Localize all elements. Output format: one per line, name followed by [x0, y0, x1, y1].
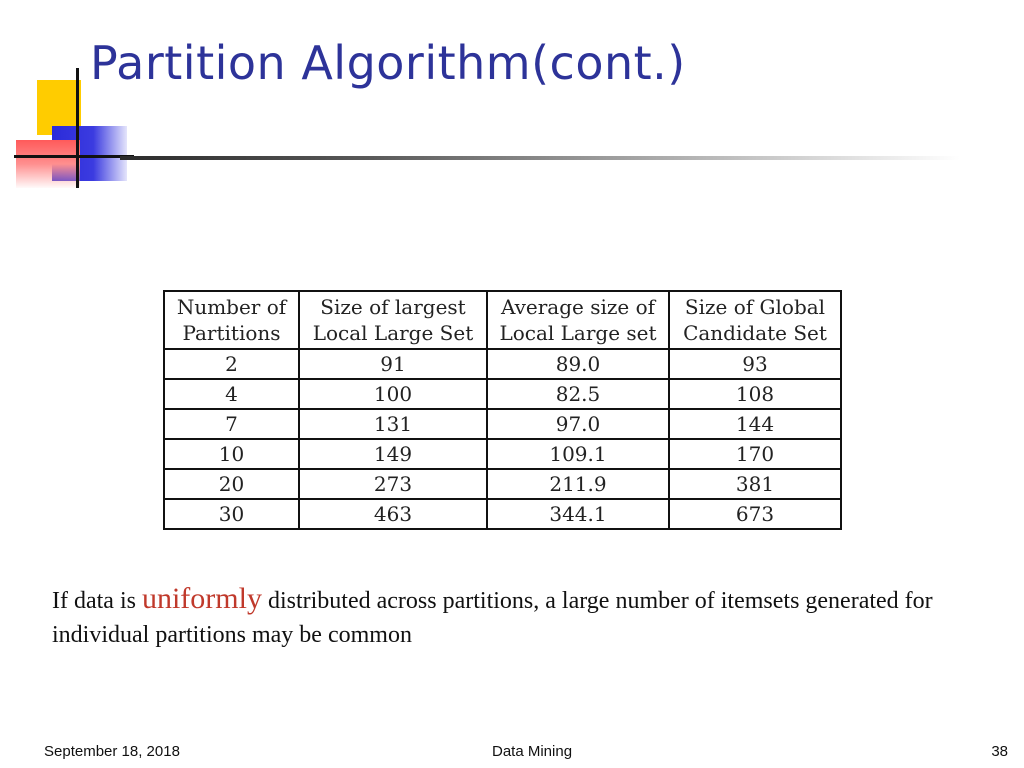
table-cell: 93 — [669, 349, 841, 379]
table-cell: 20 — [164, 469, 299, 499]
footer-title: Data Mining — [492, 743, 573, 760]
table-cell: 273 — [299, 469, 487, 499]
table-cell: 463 — [299, 499, 487, 529]
table-header-row — [164, 291, 841, 349]
table-cell: 89.0 — [487, 349, 669, 379]
table-cell: 10 — [164, 439, 299, 469]
logo-horizontal-line — [14, 155, 134, 158]
body-text-before: If data is — [52, 588, 142, 614]
body-paragraph — [52, 582, 972, 652]
logo-vertical-line — [76, 68, 79, 188]
table-cell: 144 — [669, 409, 841, 439]
table-cell: 30 — [164, 499, 299, 529]
table-cell: 7 — [164, 409, 299, 439]
slide-title: Partition Algorithm(cont.) — [90, 36, 686, 90]
header-line: Local Large Set — [312, 321, 474, 345]
header-size-global-candidate-set — [669, 291, 841, 349]
header-size-largest-local-large-set — [299, 291, 487, 349]
header-line: Number of — [176, 295, 287, 319]
header-number-of-partitions — [164, 291, 299, 349]
table-cell: 4 — [164, 379, 299, 409]
body-text-after: distributed across partitions, a large number of itemsets generated for individual partitions may be common — [52, 588, 933, 648]
table-cell: 211.9 — [487, 469, 669, 499]
body-highlight-word: uniformly — [141, 582, 262, 615]
header-line: Size of Global — [684, 295, 826, 319]
partition-results-table — [163, 290, 842, 530]
header-line: Size of largest — [320, 295, 466, 319]
footer-date: September 18, 2018 — [44, 743, 180, 760]
table-row — [164, 469, 841, 499]
table-cell: 100 — [299, 379, 487, 409]
table-cell: 131 — [299, 409, 487, 439]
header-line: Partitions — [182, 321, 281, 345]
footer-page-number: 38 — [991, 743, 1008, 760]
header-line: Candidate Set — [683, 321, 827, 345]
table-row — [164, 349, 841, 379]
table-cell: 381 — [669, 469, 841, 499]
table-row — [164, 379, 841, 409]
table-cell: 108 — [669, 379, 841, 409]
header-line: Local Large set — [499, 321, 657, 345]
table-row — [164, 439, 841, 469]
table-row — [164, 409, 841, 439]
logo-red-square — [16, 140, 80, 188]
table-cell: 109.1 — [487, 439, 669, 469]
table-cell: 149 — [299, 439, 487, 469]
header-average-size-local-large-set — [487, 291, 669, 349]
table-cell: 97.0 — [487, 409, 669, 439]
table-cell: 82.5 — [487, 379, 669, 409]
table-cell: 170 — [669, 439, 841, 469]
table-cell: 673 — [669, 499, 841, 529]
header-line: Average size of — [500, 295, 656, 319]
table-cell: 91 — [299, 349, 487, 379]
table-cell: 344.1 — [487, 499, 669, 529]
table-row — [164, 499, 841, 529]
title-underline-divider — [120, 156, 960, 160]
table-cell: 2 — [164, 349, 299, 379]
